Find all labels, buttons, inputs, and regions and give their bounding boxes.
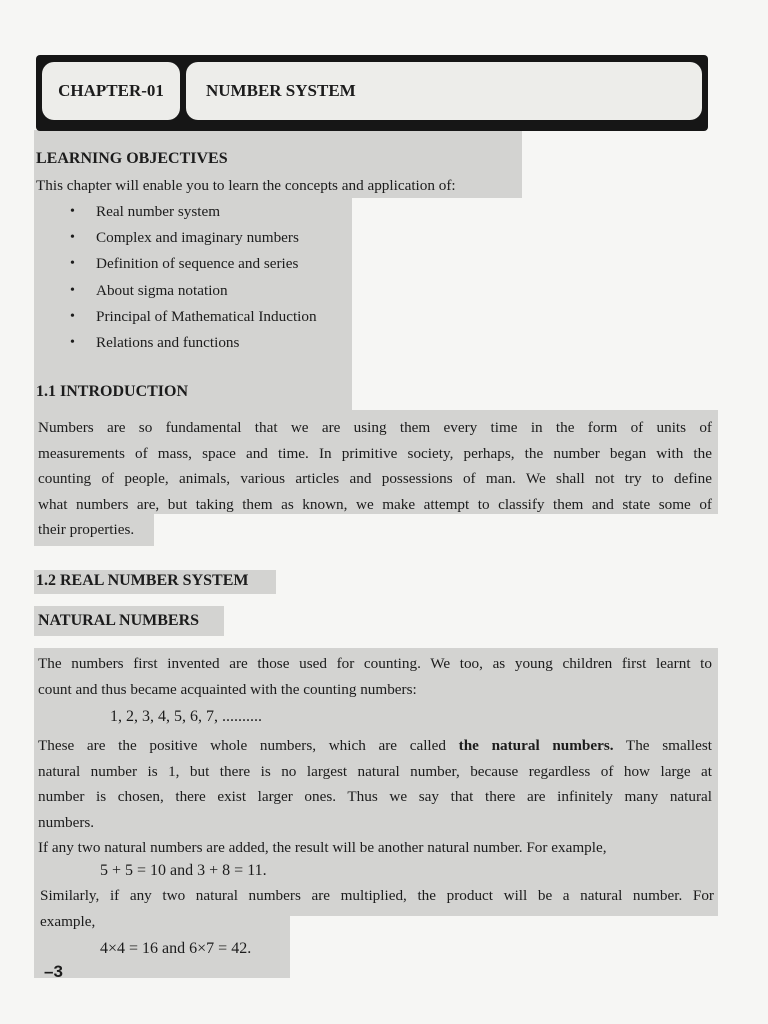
text-span: The smallest (613, 737, 712, 754)
list-item-text: Definition of sequence and series (96, 255, 299, 273)
multiplication-example: 4×4 = 16 and 6×7 = 42. (100, 940, 252, 957)
counting-sequence: 1, 2, 3, 4, 5, 6, 7, .......... (110, 708, 262, 725)
text-line: count and thus became acquainted with the counting numbers: (38, 680, 417, 698)
bullet-icon: • (70, 230, 75, 246)
list-item-text: About sigma notation (96, 281, 228, 299)
text-line: measurements of mass, space and time. In primitive society, perhaps, the number began with the (38, 444, 712, 462)
text-line: Similarly, if any two natural numbers are multiplied, the product will be a natural number. For (40, 887, 714, 904)
list-item-text: Principal of Mathematical Induction (96, 307, 317, 325)
bullet-icon: • (70, 308, 75, 324)
natural-numbers-definition (38, 733, 712, 861)
text-span: These are the positive whole numbers, which are called (38, 737, 459, 754)
text-line: The numbers first invented are those used for counting. We too, as young children first learnt to (38, 655, 712, 672)
text-line: Numbers are so fundamental that we are using them every time in the form of units of (38, 419, 712, 436)
chapter-label: CHAPTER-01 (42, 62, 180, 120)
text-line: example, (40, 912, 96, 930)
addition-example: 5 + 5 = 10 and 3 + 8 = 11. (100, 862, 267, 879)
bullet-icon: • (70, 256, 75, 272)
text-line: their properties. (38, 521, 135, 538)
multiplication-intro (40, 883, 714, 934)
text-line: what numbers are, but taking them as known, we make attempt to classify them and state some of (38, 495, 712, 513)
bullet-icon: • (70, 334, 75, 350)
text-line: natural number is 1, but there is no largest natural number, because regardless of how large at (38, 762, 712, 780)
list-item (36, 330, 317, 356)
list-item (36, 251, 317, 277)
natural-numbers-intro (38, 651, 712, 702)
list-item (36, 304, 317, 330)
real-number-system-heading: 1.2 REAL NUMBER SYSTEM (36, 572, 249, 589)
list-item (36, 278, 317, 304)
introduction-paragraph (38, 415, 712, 543)
bullet-icon: • (70, 204, 75, 219)
text-line: If any two natural numbers are added, the result will be another natural number. For example, (38, 839, 607, 856)
text-line: numbers. (38, 813, 95, 831)
bullet-icon: • (70, 282, 75, 298)
list-item-text: Real number system (96, 203, 221, 220)
objectives-intro: This chapter will enable you to learn the concepts and application of: (36, 177, 456, 194)
learning-objectives-heading: LEARNING OBJECTIVES (36, 150, 228, 167)
text-line (38, 733, 712, 759)
text-line: counting of people, animals, various articles and possessions of man. We shall not try to define (38, 470, 712, 487)
bold-term: the natural numbers. (458, 737, 614, 754)
introduction-heading: 1.1 INTRODUCTION (36, 383, 189, 400)
list-item (36, 199, 317, 225)
list-item (36, 225, 317, 251)
chapter-title: NUMBER SYSTEM (186, 62, 702, 120)
text-line: number is chosen, there exist larger ones. Thus we say that there are infinitely many natural (38, 788, 712, 805)
list-item-text: Relations and functions (96, 333, 240, 351)
objectives-list (36, 199, 317, 356)
page-number: –3 (44, 962, 63, 981)
natural-numbers-heading: NATURAL NUMBERS (38, 612, 200, 629)
list-item-text: Complex and imaginary numbers (96, 229, 299, 247)
